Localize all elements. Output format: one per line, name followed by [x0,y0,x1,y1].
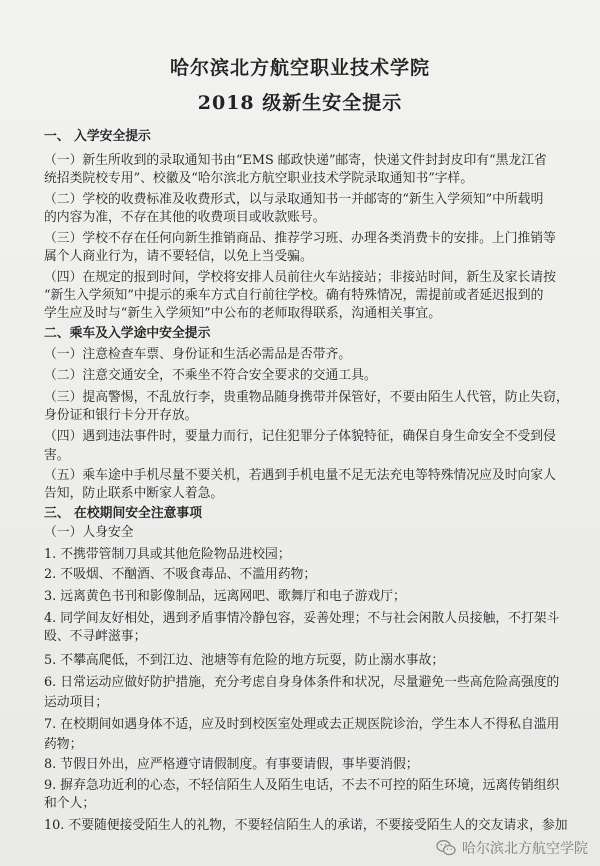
body-line: 殴、不寻衅滋事； [44,629,147,644]
body-line: （二）学校的收费标准及收费形式，以与录取通知书一并邮寄的“新生入学须知”中所载明 [44,192,544,207]
body-line: 身份证和银行卡分开存放。 [44,408,198,423]
wechat-icon [436,839,456,857]
body-line: 和个人； [44,796,96,811]
body-line: （一）新生所收到的录取通知书由“EMS 邮政快递”邮寄，快递文件封封皮印有“黑龙江省 [44,153,547,168]
body-line: （五）乘车途中手机尽量不要关机，若遇到手机电量不足无法充电等特殊情况应及时向家人 [44,468,556,483]
body-line: 属个人商业行为，请不要轻信，以免上当受骗。 [44,249,313,264]
doc-subtitle: 2018 级新生安全提示 [197,92,403,114]
body-line: 药物； [44,737,83,752]
body-line: 统招类院校专用”、校徽及“哈尔滨北方航空职业技术学院录取通知书”字样。 [44,171,474,186]
body-line: （一）注意检查车票、身份证和生活必需品是否带齐。 [44,347,352,362]
body-line: “新生入学须知”中提示的乘车方式自行前往学校。确有特殊情况，需提前或者延迟报到的 [44,288,544,303]
body-line: （四）遇到违法事件时，要量力而行，记住犯罪分子体貌特征，确保自身生命安全不受到侵 [44,429,556,444]
body-line: 8. 节假日外出，应严格遵守请假制度。有事要请假，事毕要消假； [44,757,419,772]
body-line: 6. 日常运动应做好防护措施，充分考虑自身身体条件和状况，尽量避免一些高危险高强度的 [44,675,560,690]
watermark-label: 哈尔滨北方航空学院 [462,841,588,857]
doc-title: 哈尔滨北方航空职业技术学院 [169,57,430,79]
body-line: （三）提高警惕，不乱放行李，贵重物品随身携带并保管好，不要由陌生人代管，防止失窃， [44,390,569,405]
body-line: 5. 不攀高爬低，不到江边、池塘等有危险的地方玩耍，防止溺水事故； [44,653,445,668]
body-line: 4. 同学间友好相处，遇到矛盾事情冷静包容，妥善处理；不与社会闲散人员接触，不打架斗 [44,611,560,626]
body-line: 运动项目； [44,695,108,710]
body-line: （三）学校不存在任何向新生推销商品、推荐学习班、办理各类消费卡的安排。上门推销等 [44,231,556,246]
body-line: 告知，防止联系中断家人着急。 [44,486,224,501]
body-line: （一）人身安全 [44,525,134,540]
section-heading: 二、乘车及入学途中安全提示 [44,326,211,341]
section-heading: 三、 在校期间安全注意事项 [44,506,203,521]
body-line: 学生应及时与“新生入学须知”中公布的老师取得联系，沟通相关事宜。 [44,306,441,321]
watermark-footer [436,838,588,858]
section-heading: 一、 入学安全提示 [44,129,151,144]
body-line: 害。 [44,448,70,463]
body-line: （二）注意交通安全，不乘坐不符合安全要求的交通工具。 [44,368,377,383]
body-line: 10. 不要随便接受陌生人的礼物，不要轻信陌生人的承诺，不要接受陌生人的交友请求，参加 [44,818,568,833]
body-line: 9. 摒弃急功近利的心态，不轻信陌生人及陌生电话，不去不可控的陌生环境，远离传销组织 [44,778,560,793]
body-line: 1. 不携带管制刀具或其他危险物品进校园； [44,547,291,562]
body-line: 的内容为准，不存在其他的收费项目或收款账号。 [44,210,326,225]
body-line: 7. 在校期间如遇身体不适，应及时到校医室处理或去正规医院诊治，学生本人不得私自滥用 [44,717,560,732]
body-line: 2. 不吸烟、不酗酒、不吸食毒品、不滥用药物； [44,567,317,582]
body-line: （四）在规定的报到时间，学校将安排人员前往火车站接站；非接站时间，新生及家长请按 [44,270,556,285]
body-line: 3. 远离黄色书刊和影像制品，远离网吧、歌舞厅和电子游戏厅； [44,589,406,604]
